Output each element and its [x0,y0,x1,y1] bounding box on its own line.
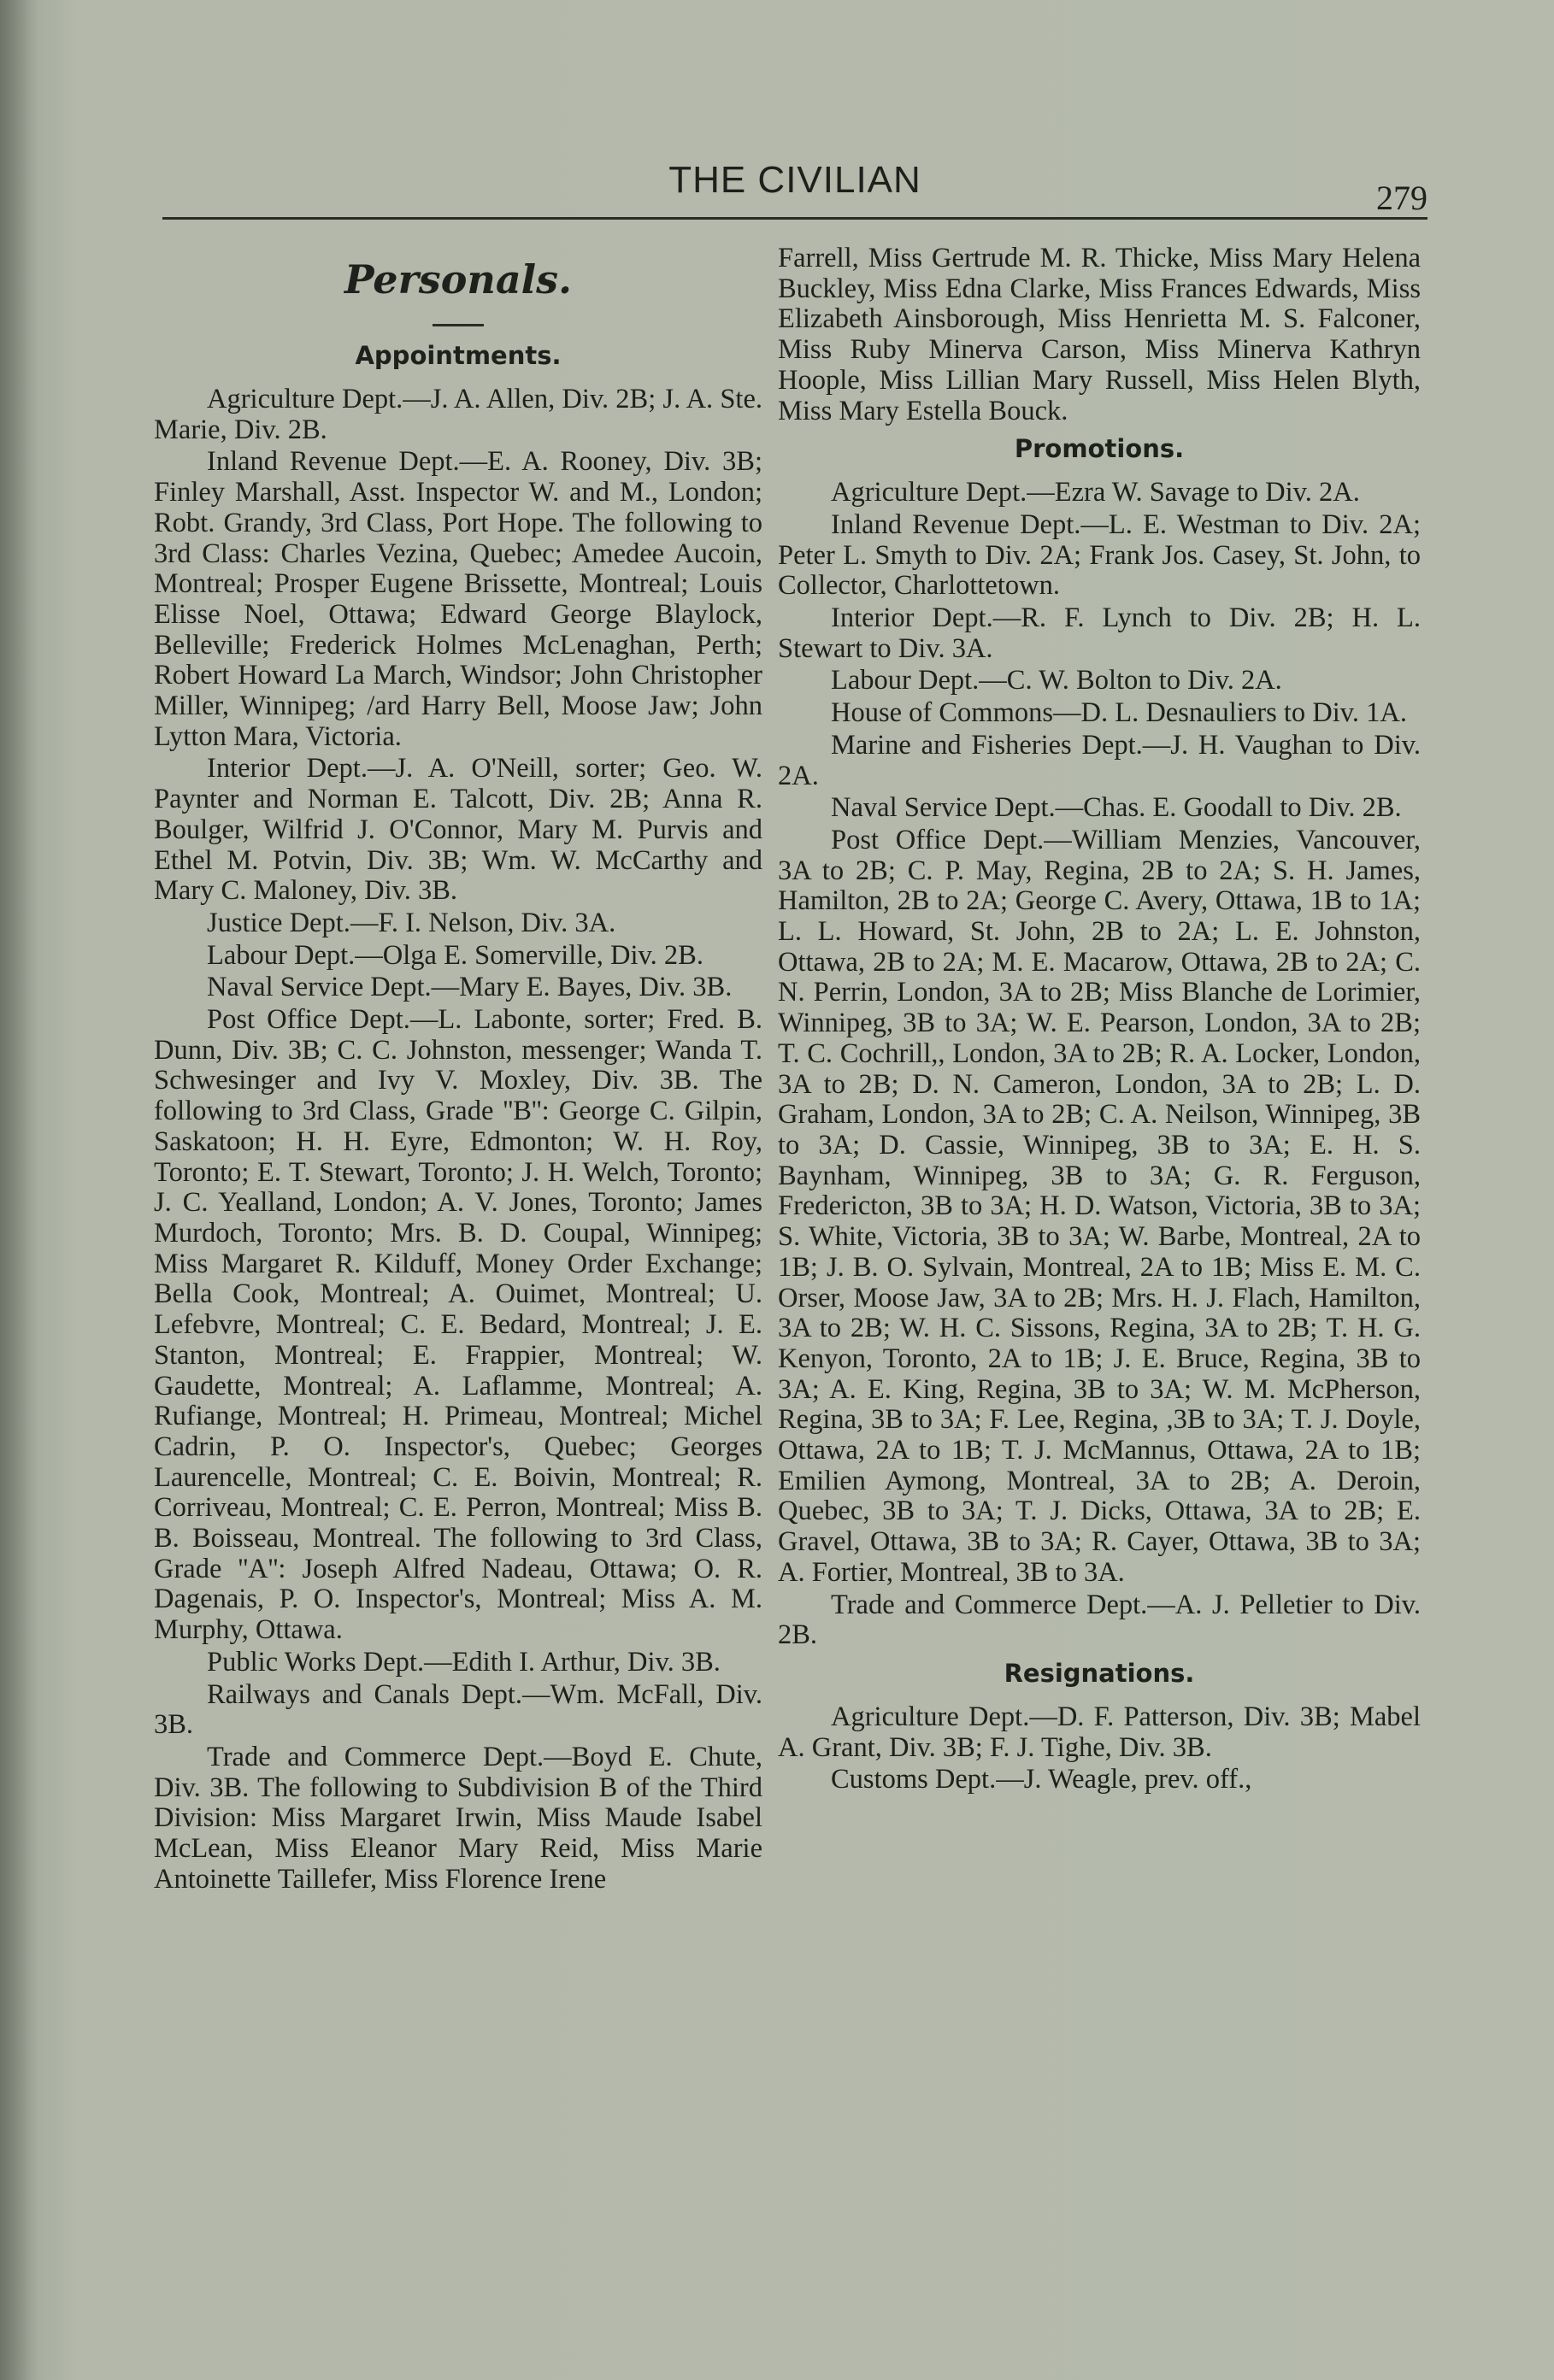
appointment-public-works: Public Works Dept.—Edith I. Arthur, Div. 3B. [207,1646,721,1678]
appointment-post-office: Post Office Dept.—L. Labonte, sorter; Fred. B. Dunn, Div. 3B; C. C. Johnston, messenger; Wanda T. Schwesinger and Ivy V. Moxley, Div. 3B. The following to 3rd Class, Grade ''B'': George C. Gilpin, Saskatoon; H. H. Eyre, Edmonton; W. H. Roy, Toronto; E. T. Stewart, Toronto; J. H. Welch, Toronto; J. C. Yealland, London; A. V. Jones, Toronto; James Murdoch, Toronto; Mrs. B. D. Coupal, Winnipeg; Miss Margaret R. Kilduff, Money Order Exchange; Bella Cook, Montreal; A. Ouimet, Montreal; U. Lefebvre, Montreal; C. E. Bedard, Montreal; J. E. Stanton, Montreal; E. Frappier, Montreal; W. Gaudette, Montreal; A. Laflamme, Montreal; A. Rufiange, Montreal; H. Primeau, Montreal; Michel Cadrin, P. O. Inspector's, Quebec; Georges Laurencelle, Montreal; C. E. Boivin, Montreal; R. Corriveau, Montreal; C. E. Perron, Montreal; Miss B. B. Boisseau, Montreal. The following to 3rd Class, Grade ''A'': Joseph Alfred Nadeau, Ottawa; O. R. Dagenais, P. O. Inspector's, Montreal; Miss A. M. Murphy, Ottawa. [154,1004,762,1646]
appointment-agriculture: Agriculture Dept.—J. A. Allen, Div. 2B; J. A. Ste. Marie, Div. 2B. [154,384,762,445]
appointment-interior: Interior Dept.—J. A. O'Neill, sorter; Geo. W. Paynter and Norman E. Talcott, Div. 2B; Anna R. Boulger, Wilfrid J. O'Connor, Mary M. Purvis and Ethel M. Potvin, Div. 3B; Wm. W. McCarthy and Mary C. Maloney, Div. 3B. [154,753,762,907]
right-column [778,244,1421,1797]
promotion-interior: Interior Dept.—R. F. Lynch to Div. 2B; H. L. Stewart to Div. 3A. [778,602,1421,664]
binding-shadow [0,0,38,2380]
promotion-agriculture: Agriculture Dept.—Ezra W. Savage to Div. 2A. [831,477,1360,508]
promotion-labour: Labour Dept.—C. W. Bolton to Div. 2A. [831,665,1282,696]
appointment-justice: Justice Dept.—F. I. Nelson, Div. 3A. [207,907,616,938]
resignations-heading: Resignations. [1004,1658,1195,1688]
promotions-heading: Promotions. [1014,434,1185,464]
appointment-labour: Labour Dept.—Olga E. Somerville, Div. 2B. [207,939,703,971]
promotion-house-of-commons: House of Commons—D. L. Desnauliers to Div. 1A. [831,697,1408,729]
resignation-agriculture: Agriculture Dept.—D. F. Patterson, Div. 3B; Mabel A. Grant, Div. 3B; F. J. Tighe, Div. 3B. [778,1701,1421,1763]
appointments-heading: Appointments. [355,341,562,370]
promotion-marine-fisheries: Marine and Fisheries Dept.—J. H. Vaughan to Div. 2A. [778,729,1421,791]
title-rule [433,324,484,326]
promotion-post-office: Post Office Dept.—William Menzies, Vancouver, 3A to 2B; C. P. May, Regina, 2B to 2A; S. H. James, Hamilton, 2B to 2A; George C. Avery, Ottawa, 1B to 1A; L. L. Howard, St. John, 2B to 2A; L. E. Johnston, Ottawa, 2B to 2A; M. E. Macarow, Ottawa, 2B to 2A; C. N. Perrin, London, 3A to 2B; Miss Blanche de Lorimier, Winnipeg, 3B to 3A; W. E. Pearson, London, 3A to 2B; T. C. Cochrill,, London, 3A to 2B; R. A. Locker, London, 3A to 2B; D. N. Cameron, London, 3A to 2B; L. D. Graham, London, 3A to 2B; C. A. Neilson, Winnipeg, 3B to 3A; D. Cassie, Winnipeg, 3B to 3A; E. H. S. Baynham, Winnipeg, 3B to 3A; G. R. Ferguson, Fredericton, 3B to 3A; H. D. Watson, Victoria, 3B to 3A; S. White, Victoria, 3B to 3A; W. Barbe, Montreal, 2A to 1B; J. B. O. Sylvain, Montreal, 2A to 1B; Miss E. M. C. Orser, Moose Jaw, 3A to 2B; Mrs. H. J. Flach, Hamilton, 3A to 2B; W. H. C. Sissons, Regina, 3A to 2B; T. H. G. Kenyon, Toronto, 2A to 1B; J. E. Bruce, Regina, 3B to 3A; A. E. King, Regina, 3B to 3A; W. M. McPherson, Regina, 3B to 3A; F. Lee, Regina, ,3B to 3A; T. J. Doyle, Ottawa, 2A to 1B; T. J. McMannus, Ottawa, 2A to 1B; Emilien Aymong, Montreal, 3A to 2B; A. Deroin, Quebec, 3B to 3A; T. J. Dicks, Ottawa, 3A to 2B; E. Gravel, Ottawa, 3B to 3A; R. Cayer, Ottawa, 3B to 3A; A. Fortier, Montreal, 3B to 3A. [778,824,1421,1588]
left-column [154,244,762,1896]
appointment-inland-revenue: Inland Revenue Dept.—E. A. Rooney, Div. 3B; Finley Marshall, Asst. Inspector W. and M., London; Robt. Grandy, 3rd Class, Port Hope. The following to 3rd Class: Charles Vezina, Quebec; Amedee Aucoin, Montreal; Prosper Eugene Brissette, Montreal; Louis Elisse Noel, Ottawa; Edward George Blaylock, Belleville; Frederick Holmes McLenaghan, Perth; Robert Howard La March, Windsor; John Christopher Miller, Winnipeg; /ard Harry Bell, Moose Jaw; John Lytton Mara, Victoria. [154,446,762,752]
section-title: Personals. [344,256,573,303]
resignation-customs: Customs Dept.—J. Weagle, prev. off., [831,1764,1252,1795]
promotion-inland-revenue: Inland Revenue Dept.—L. E. Westman to Div. 2A; Peter L. Smyth to Div. 2A; Frank Jos. Casey, St. John, to Collector, Charlottetown. [778,508,1421,602]
promotion-naval-service: Naval Service Dept.—Chas. E. Goodall to Div. 2B. [831,792,1402,824]
page-number: 279 [1376,179,1427,217]
continued-paragraph: Farrell, Miss Gertrude M. R. Thicke, Miss Mary Helena Buckley, Miss Edna Clarke, Miss Frances Edwards, Miss Elizabeth Ainsborough, Miss Henrietta M. S. Falconer, Miss Ruby Minerva Carson, Miss Minerva Kathryn Hoople, Miss Lillian Mary Russell, Miss Helen Blyth, Miss Mary Estella Bouck. [778,243,1421,426]
appointment-trade-commerce: Trade and Commerce Dept.—Boyd E. Chute, Div. 3B. The following to Subdivision B of the Third Division: Miss Margaret Irwin, Miss Maude Isabel McLean, Miss Eleanor Mary Reid, Miss Marie Antoinette Taillefer, Miss Florence Irene [154,1741,762,1895]
running-head: THE CIVILIAN [668,159,921,201]
appointment-naval-service: Naval Service Dept.—Mary E. Bayes, Div. 3B. [207,972,733,1003]
header-rule [162,217,1427,220]
promotion-trade-commerce: Trade and Commerce Dept.—A. J. Pelletier to Div. 2B. [778,1589,1421,1651]
appointment-railways-canals: Railways and Canals Dept.—Wm. McFall, Div. 3B. [154,1678,762,1741]
